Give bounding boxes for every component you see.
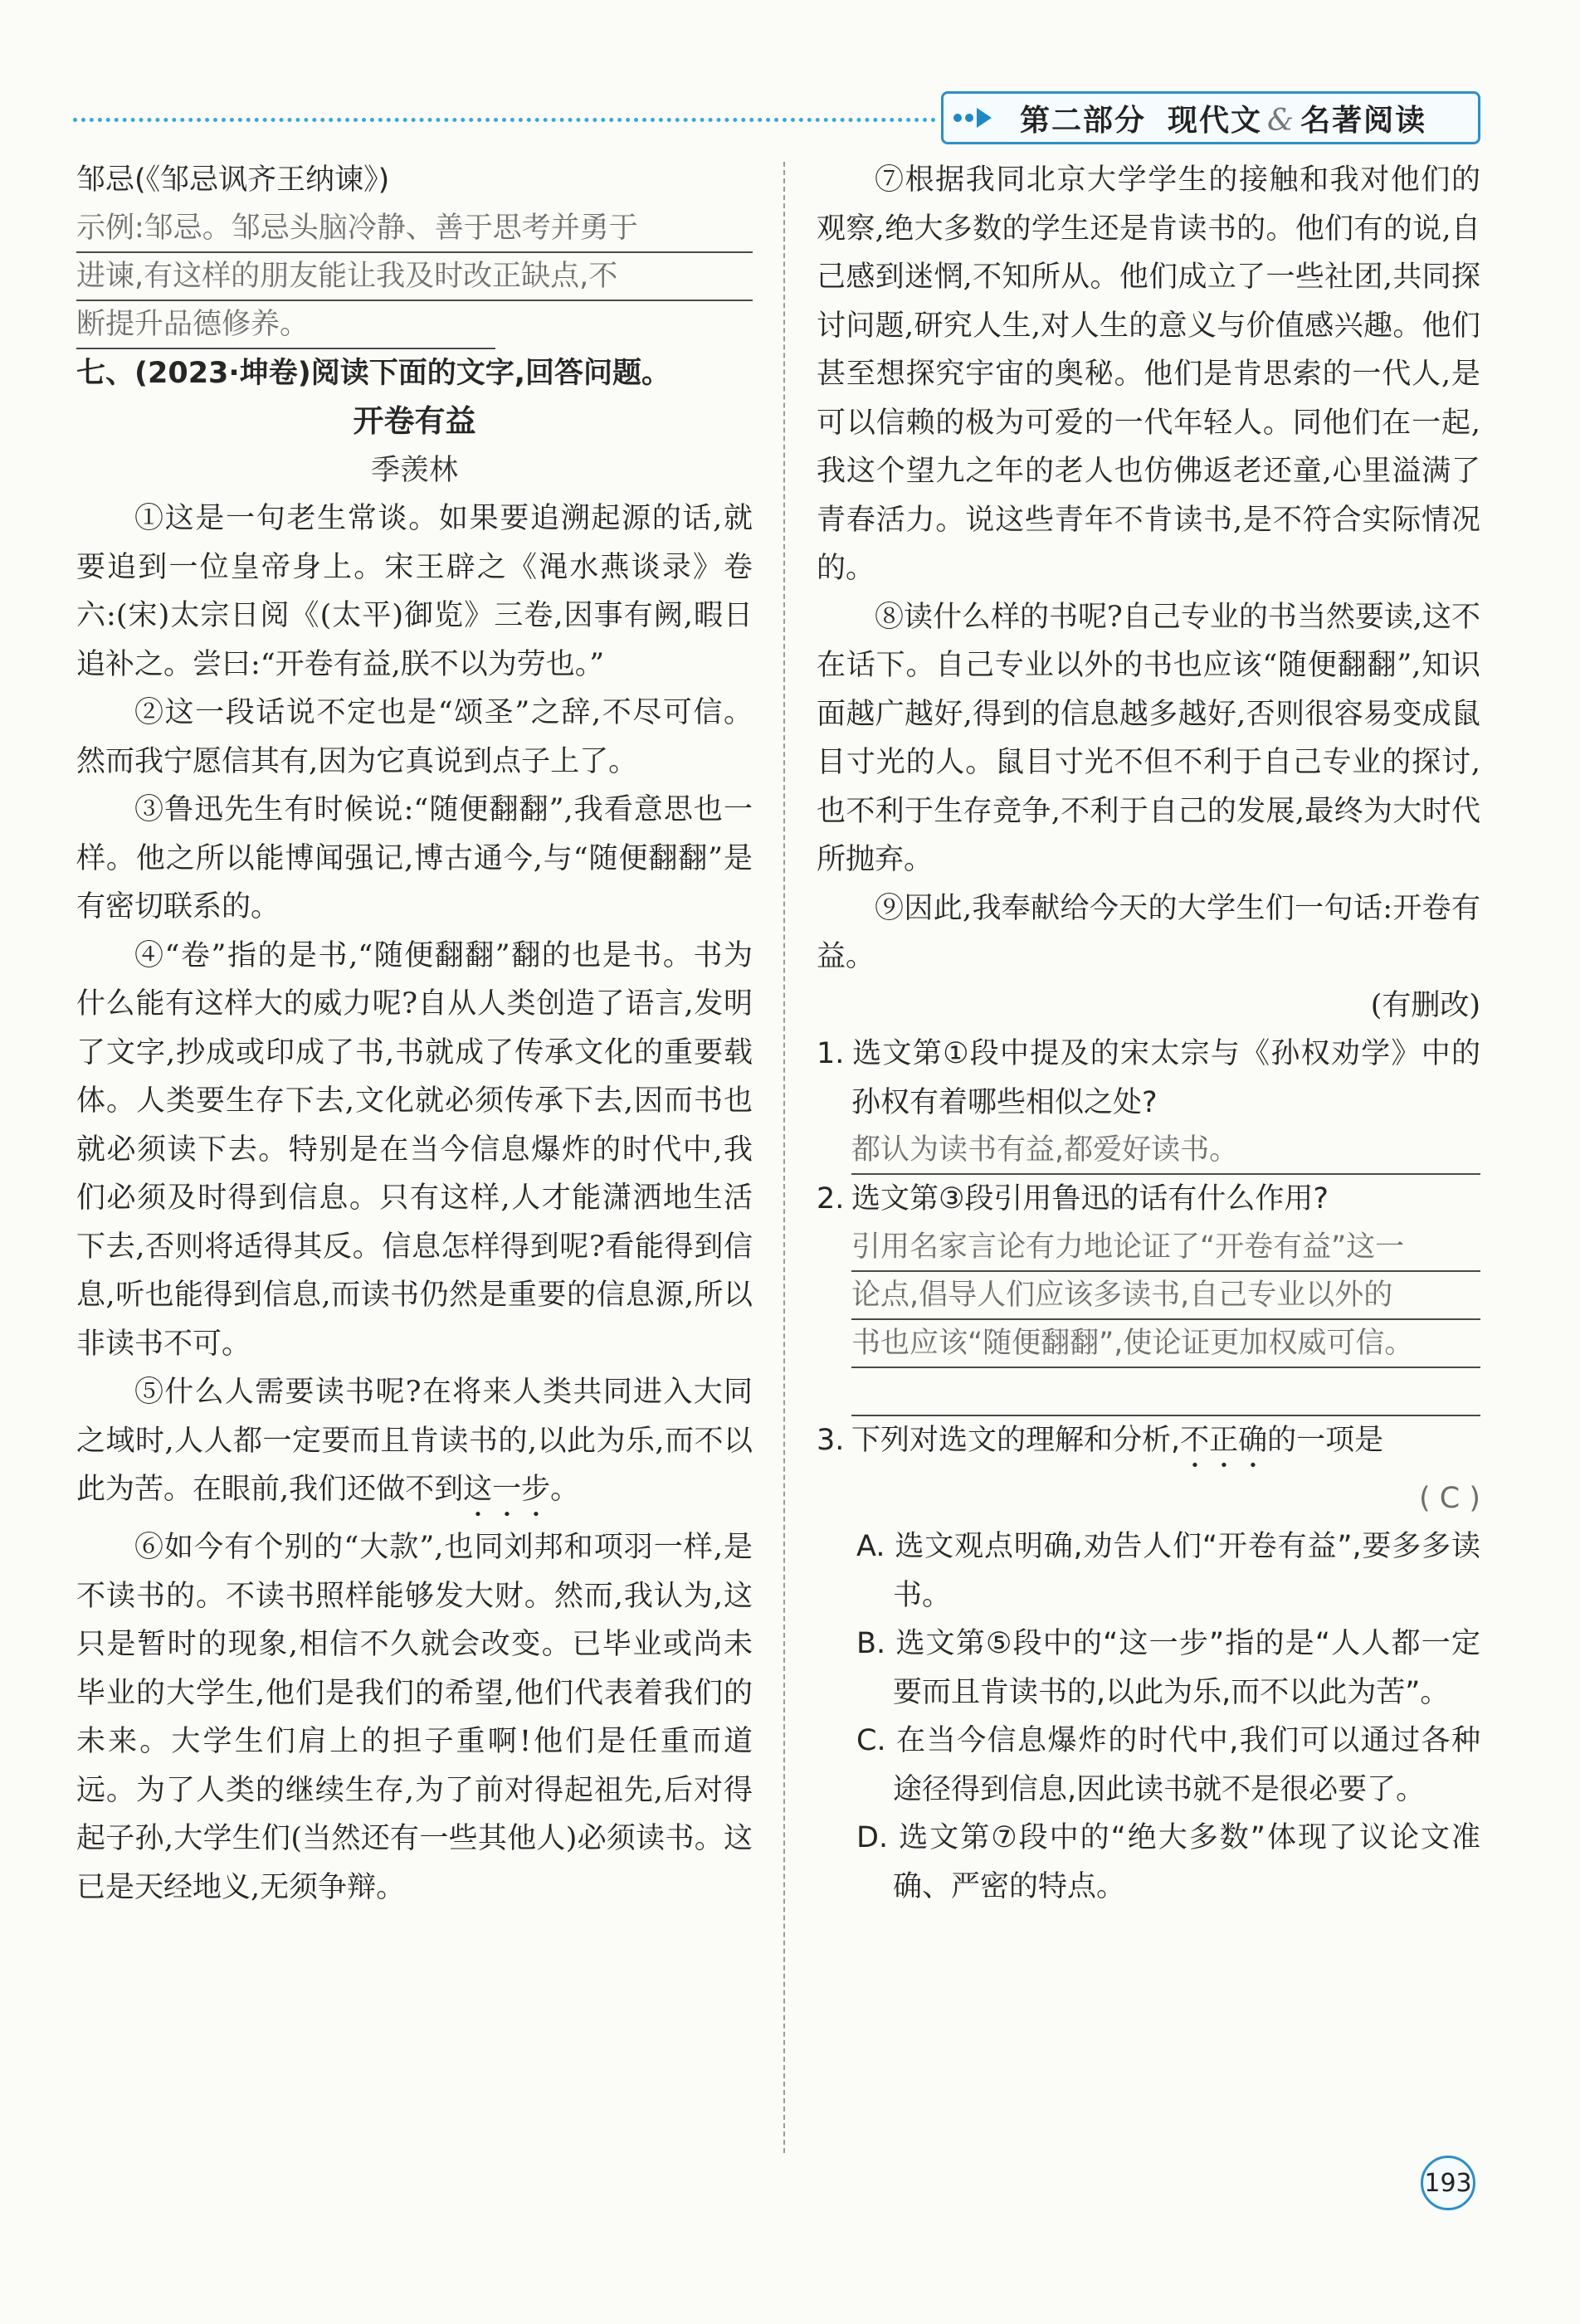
- passage-paragraph-2: ②这一段话说不定也是“颂圣”之辞,不尽可信。然而我宁愿信其有,因为它真说到点子上了。: [76, 696, 753, 778]
- header-arrow-icon: [944, 108, 1020, 128]
- question-3-answer: ( C ): [1419, 1481, 1480, 1515]
- right-column: [817, 156, 1480, 1911]
- passage-paragraph-4: ④“卷”指的是书,“随便翻翻”翻的也是书。书为什么能有这样大的威力呢?自从人类创造了语言,发明了文字,抄成或印成了书,书就成了传承文化的重要载体。人类要生存下去,文化就必须传承下去,因而书也就必须读下去。特别是在当今信息爆炸的时代中,我们必须及时得到信息。只有这样,人才能潇洒地生活下去,否则将适得其反。信息怎样得到呢?看能得到信息,听也能得到信息,而读书仍然是重要的信息源,所以非读书不可。: [76, 938, 753, 1361]
- passage-title: 开卷有益: [353, 403, 476, 439]
- handwritten-line: 引用名家言论有力地论证了“开卷有益”这一: [851, 1224, 1480, 1272]
- page-number: 193: [1421, 2156, 1475, 2210]
- passage-paragraph-8: ⑧读什么样的书呢?自己专业的书当然要读,这不在话下。自己专业以外的书也应该“随便翻翻”,知识面越广越好,得到的信息越多越好,否则很容易变成鼠目寸光的人。鼠目寸光不但不利于自己专业的探讨,也不利于生存竞争,不利于自己的发展,最终为大时代所抛弃。: [817, 600, 1480, 876]
- question7-heading: 七、(2023·坤卷)阅读下面的文字,回答问题。: [76, 356, 671, 390]
- question-2-number: 2.: [817, 1182, 845, 1216]
- question-3: [817, 1416, 1480, 1912]
- question-1-number: 1.: [817, 1037, 845, 1070]
- header-section-a: 现代文: [1168, 103, 1263, 138]
- question-2-answer: [817, 1224, 1480, 1416]
- handwritten-line: 进谏,有这样的朋友能让我及时改正缺点,不: [76, 253, 753, 301]
- handwritten-line: 书也应该“随便翻翻”,使论证更加权威可信。: [851, 1320, 1480, 1368]
- question-3-number: 3.: [817, 1423, 845, 1457]
- passage-note: (有删改): [1370, 988, 1480, 1022]
- handwritten-line: 都认为读书有益,都爱好读书。: [851, 1127, 1480, 1175]
- paragraph-5-emphasis: 这一步: [463, 1473, 551, 1506]
- question-2-text: 选文第③段引用鲁迅的话有什么作用?: [851, 1182, 1329, 1216]
- passage-author: 季羡林: [370, 453, 458, 487]
- left-column: [76, 156, 753, 1912]
- blank-answer-line: [851, 1368, 1480, 1416]
- question-1-prompt: [817, 1030, 1480, 1127]
- question-1-answer: [817, 1127, 1480, 1175]
- question-3-prompt: [817, 1416, 1480, 1474]
- paragraph-5-end: 。: [550, 1473, 580, 1506]
- question-2-prompt: [817, 1175, 1480, 1224]
- passage-paragraph-7: ⑦根据我同北京大学学生的接触和我对他们的观察,绝大多数的学生还是肯读书的。他们有的说,自己感到迷惘,不知所从。他们成立了一些社团,共同探讨问题,研究人生,对人生的意义与价值感兴趣。他们甚至想探究宇宙的奥秘。他们是肯思索的一代人,是可以信赖的极为可爱的一代年轻人。同他们在一起,我这个望九之年的老人也仿佛返老还童,心里溢满了青春活力。说这些青年不肯读书,是不符合实际情况的。: [817, 163, 1480, 585]
- option-a: A. 选文观点明确,劝告人们“开卷有益”,要多多读书。: [856, 1530, 1480, 1612]
- passage-paragraph-3: ③鲁迅先生有时候说:“随便翻翻”,我看意思也一样。他之所以能博闻强记,博古通今,与“随便翻翻”是有密切联系的。: [76, 793, 753, 923]
- section-header-text: [1020, 97, 1426, 139]
- option-d: D. 选文第⑦段中的“绝大多数”体现了议论文准确、严密的特点。: [856, 1821, 1480, 1903]
- option-b: B. 选文第⑤段中的“这一步”指的是“人人都一定要而且肯读书的,以此为乐,而不以此为苦”。: [856, 1627, 1480, 1709]
- paragraph-5-text: ⑤什么人需要读书呢?在将来人类共同进入大同之域时,人人都一定要而且肯读书的,以此为乐,而不以此为苦。在眼前,我们还做不到: [76, 1376, 753, 1506]
- question-3-text-b: 的一项是: [1267, 1423, 1384, 1457]
- passage-paragraph-6: ⑥如今有个别的“大款”,也同刘邦和项羽一样,是不读书的。不读书照样能够发大财。然而,我认为,这只是暂时的现象,相信不久就会改变。已毕业或尚未毕业的大学生,他们是我们的希望,他们代表着我们的未来。大学生们肩上的担子重啊!他们是任重而道远。为了人类的继续生存,为了前对得起祖先,后对得起子孙,大学生们(当然还有一些其他人)必须读书。这已是天经地义,无须争辩。: [76, 1531, 753, 1904]
- header-amp: &: [1267, 103, 1296, 138]
- carryover-handwritten-answer: [76, 205, 753, 349]
- question-3-text-a: 下列对选文的理解和分析,: [851, 1423, 1181, 1457]
- header-section-b: 名著阅读: [1300, 103, 1427, 138]
- carryover-answer-name: 邹忌(《邹忌讽齐王纳谏》): [76, 163, 390, 197]
- question-1-text: 选文第①段中提及的宋太宗与《孙权劝学》中的孙权有着哪些相似之处?: [851, 1037, 1480, 1119]
- question-1: [817, 1030, 1480, 1175]
- question-2: [817, 1175, 1480, 1416]
- passage-paragraph-9: ⑨因此,我奉献给今天的大学生们一句话:开卷有益。: [817, 891, 1480, 973]
- passage-paragraph-1: ①这是一句老生常谈。如果要追溯起源的话,就要追到一位皇帝身上。宋王辟之《渑水燕谈录》卷六:(宋)太宗日阅《(太平)御览》三卷,因事有阙,暇日追补之。尝曰:“开卷有益,朕不以为劳也。”: [76, 502, 753, 681]
- section-header: [941, 91, 1480, 144]
- header-part: 第二部分: [1020, 103, 1147, 138]
- handwritten-line: 论点,倡导人们应该多读书,自己专业以外的: [851, 1272, 1480, 1320]
- option-c: C. 在当今信息爆炸的时代中,我们可以通过各种途径得到信息,因此读书就不是很必要了。: [856, 1724, 1480, 1806]
- question-3-emphasis: 不正确: [1180, 1423, 1268, 1457]
- passage-paragraph-5: [76, 1368, 753, 1523]
- handwritten-line: 示例:邹忌。邹忌头脑冷静、善于思考并勇于: [76, 205, 753, 253]
- column-divider: [783, 162, 785, 2153]
- handwritten-line: 断提升品德修养。: [76, 301, 495, 349]
- header-dotted-rule: [73, 118, 936, 122]
